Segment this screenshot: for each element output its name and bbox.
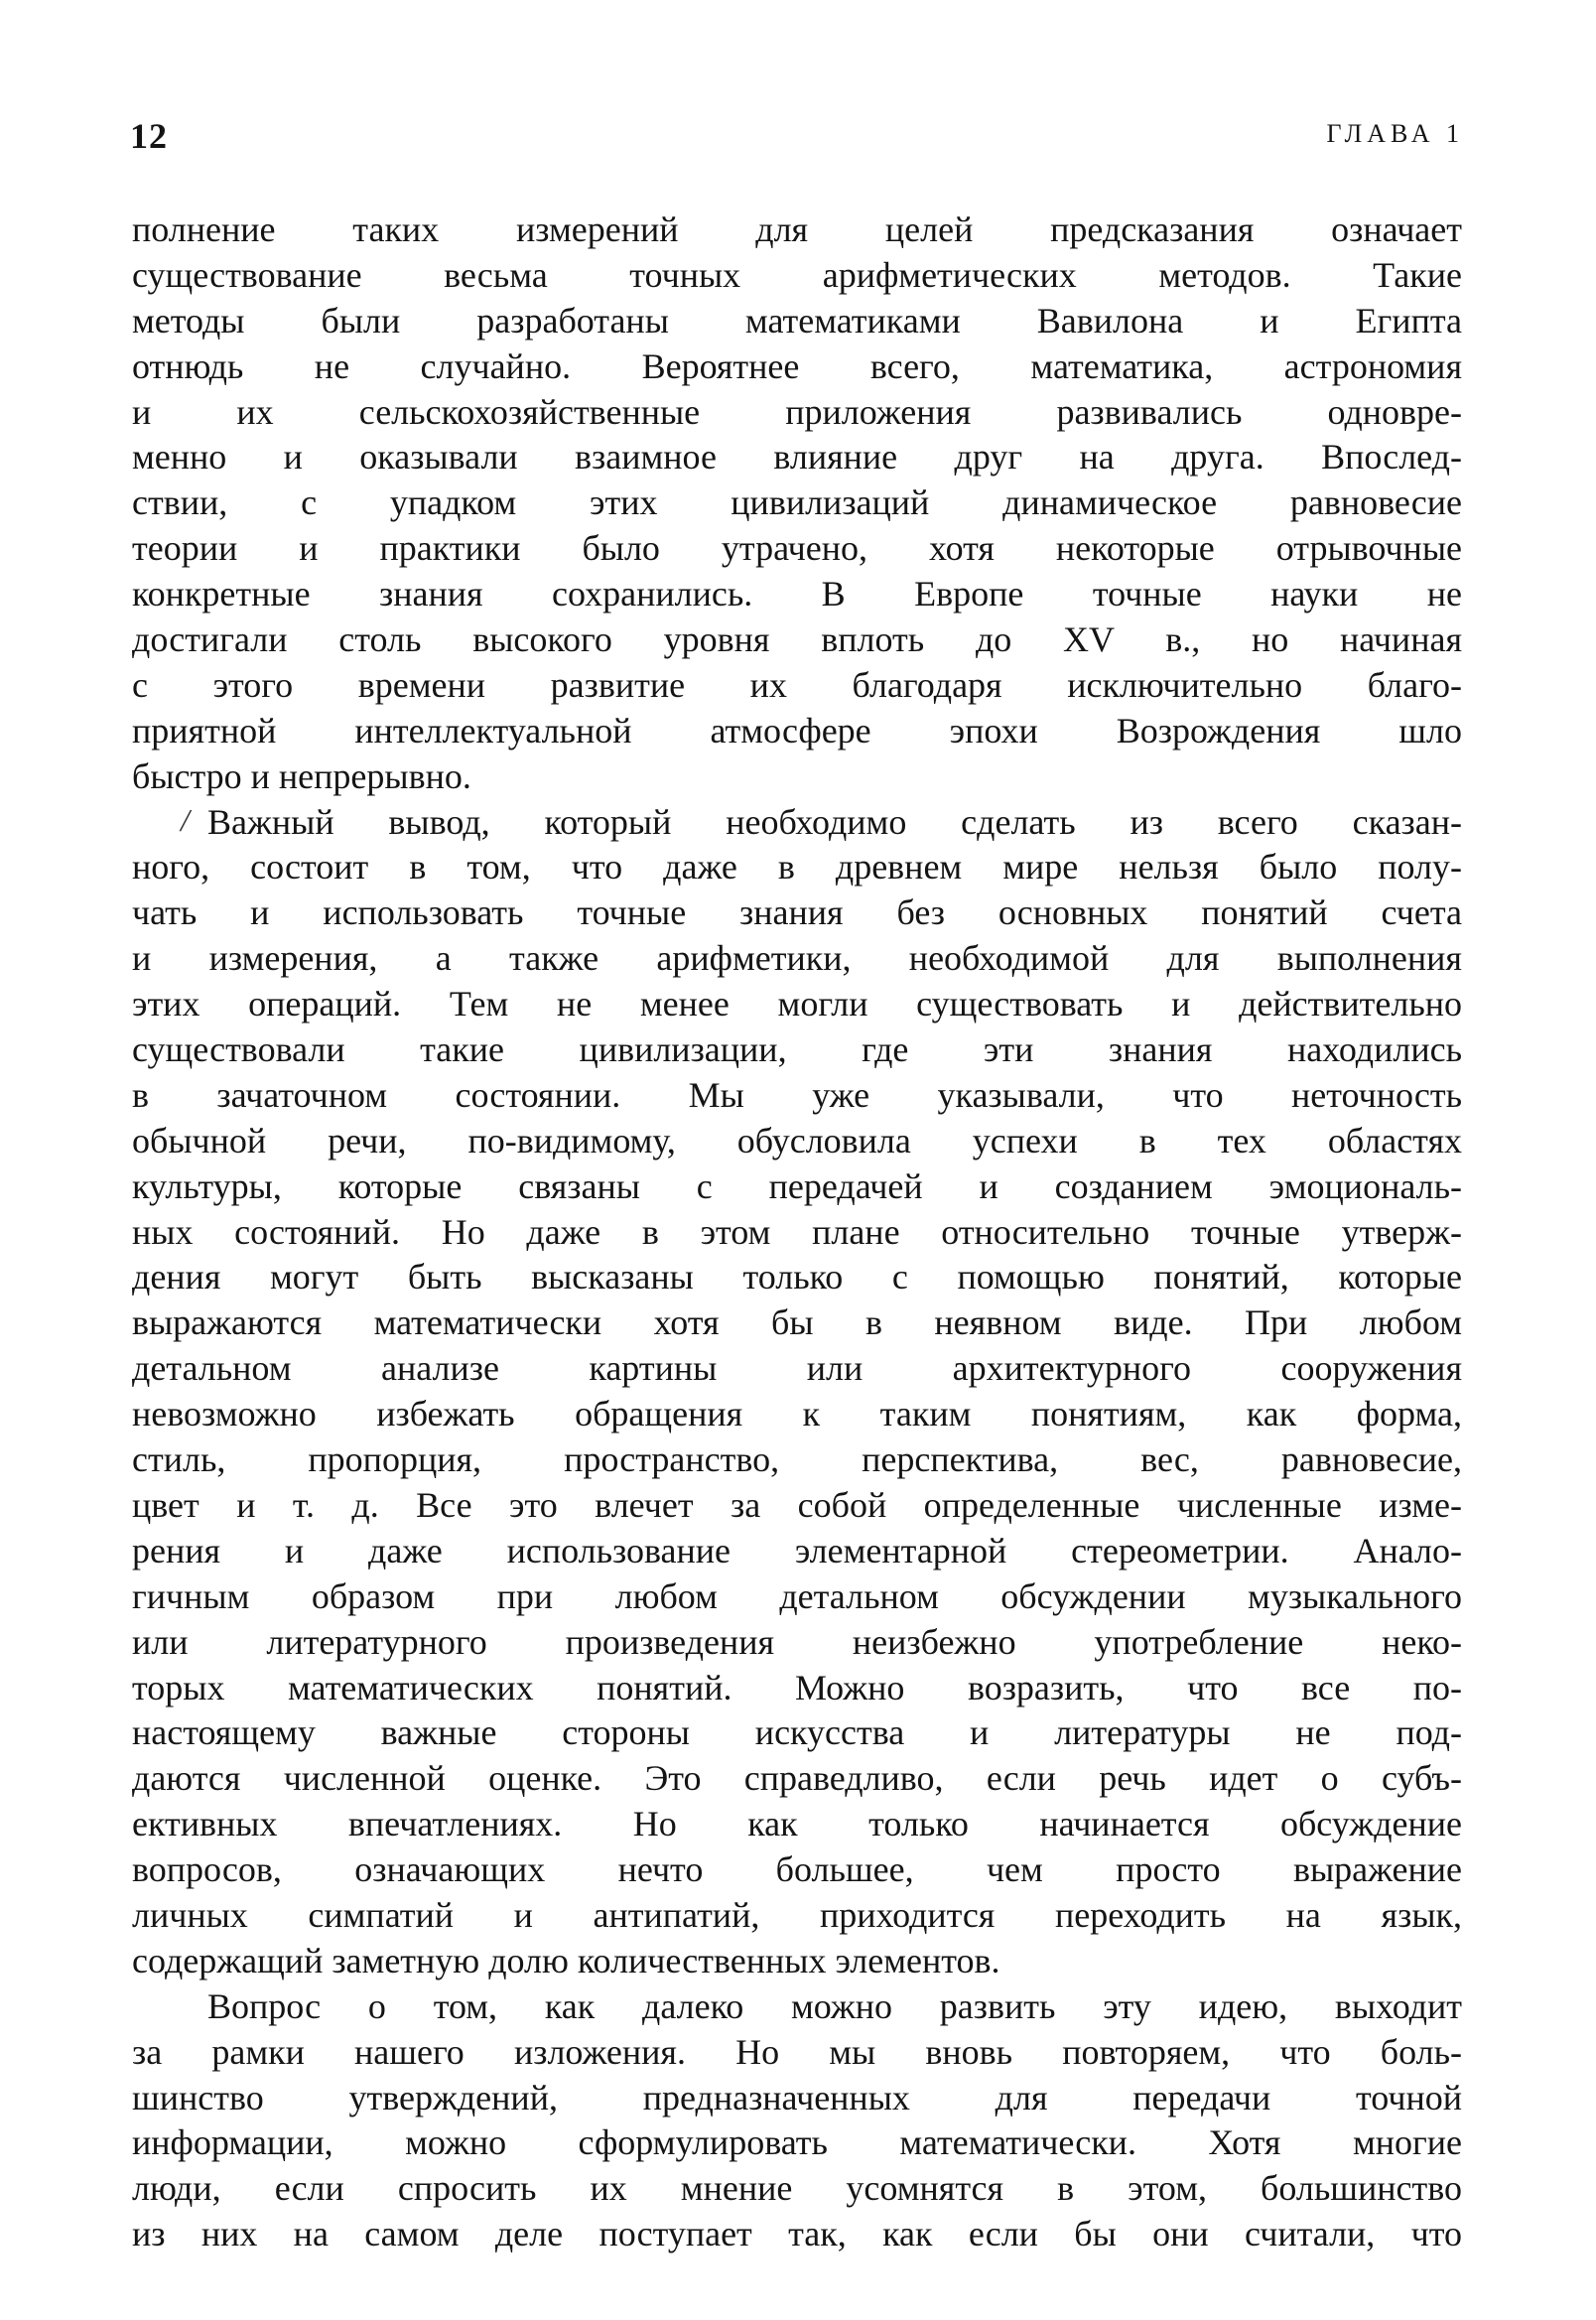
text-line: ективных впечатлениях. Но как только начинается обсуждение: [132, 1804, 1462, 1844]
text-line: вопросов, означающих нечто большее, чем просто выражение: [132, 1849, 1462, 1890]
text-line: настоящему важные стороны искусства и литературы не под-: [132, 1712, 1462, 1753]
text-line: Вопрос о том, как далеко можно развить эту идею, выходит: [207, 1985, 1462, 2026]
text-line: ных состояний. Но даже в этом плане относительно точные утверж-: [132, 1211, 1462, 1252]
text-line: детальном анализе картины или архитектурного сооружения: [132, 1348, 1462, 1389]
text-line: методы были разработаны математиками Вавилона и Египта: [132, 300, 1462, 341]
text-line: содержащий заметную долю количественных элементов.: [132, 1940, 1000, 1980]
text-line: полнение таких измерений для целей предсказания означает: [132, 209, 1462, 249]
text-line: и измерения, а также арифметики, необходимой для выполнения: [132, 938, 1462, 979]
text-line: Важный вывод, который необходимо сделать из всего сказан-: [207, 801, 1462, 842]
text-line: за рамки нашего изложения. Но мы вновь повторяем, что боль-: [132, 2031, 1462, 2072]
margin-pencil-mark: /: [181, 802, 190, 838]
text-line: ного, состоит в том, что даже в древнем мире нельзя было полу-: [132, 847, 1462, 887]
text-line: существовали такие цивилизации, где эти знания находились: [132, 1029, 1462, 1070]
text-line: личных симпатий и антипатий, приходится переходить на язык,: [132, 1894, 1462, 1935]
text-line: достигали столь высокого уровня вплоть до XV в., но начиная: [132, 619, 1462, 660]
text-line: дения могут быть высказаны только с помощью понятий, которые: [132, 1257, 1462, 1297]
text-line: культуры, которые связаны с передачей и созданием эмоциональ-: [132, 1165, 1462, 1206]
text-line: невозможно избежать обращения к таким понятиям, как форма,: [132, 1394, 1462, 1434]
text-line: конкретные знания сохранились. В Европе точные науки не: [132, 574, 1462, 614]
text-line: ствии, с упадком этих цивилизаций динамическое равновесие: [132, 482, 1462, 523]
text-line: отнюдь не случайно. Вероятнее всего, математика, астрономия: [132, 345, 1462, 386]
paragraph: [132, 800, 1462, 1984]
text-line: этих операций. Тем не менее могли существовать и действительно: [132, 984, 1462, 1024]
text-line: торых математических понятий. Можно возразить, что все по-: [132, 1667, 1462, 1707]
text-line: чать и использовать точные знания без основных понятий счета: [132, 892, 1462, 933]
text-line: приятной интеллектуальной атмосфере эпохи Возрождения шло: [132, 710, 1462, 751]
text-line: гичным образом при любом детальном обсуждении музыкального: [132, 1575, 1462, 1616]
text-line: даются численной оценке. Это справедливо, если речь идет о субъ-: [132, 1758, 1462, 1799]
running-head: [130, 115, 1464, 155]
paragraph: [132, 207, 1462, 800]
text-line: информации, можно сформулировать математически. Хотя многие: [132, 2122, 1462, 2163]
text-line: теории и практики было утрачено, хотя некоторые отрывочные: [132, 528, 1462, 569]
text-line: из них на самом деле поступает так, как если бы они считали, что: [132, 2214, 1462, 2254]
text-line: быстро и непрерывно.: [132, 755, 471, 796]
text-line: стиль, пропорция, пространство, перспектива, вес, равновесие,: [132, 1439, 1462, 1480]
chapter-label: ГЛАВА 1: [1326, 119, 1464, 148]
text-line: с этого времени развитие их благодаря исключительно благо-: [132, 664, 1462, 705]
text-line: менно и оказывали взаимное влияние друг на друга. Впослед-: [132, 437, 1462, 478]
text-line: люди, если спросить их мнение усомнятся в этом, большинство: [132, 2168, 1462, 2209]
body-text: [132, 207, 1462, 2257]
page-number: 12: [130, 116, 168, 156]
text-line: выражаются математически хотя бы в неявном виде. При любом: [132, 1302, 1462, 1343]
text-line: цвет и т. д. Все это влечет за собой определенные численные изме-: [132, 1484, 1462, 1525]
text-line: и их сельскохозяйственные приложения развивались одновре-: [132, 391, 1462, 432]
text-line: обычной речи, по-видимому, обусловила успехи в тех областях: [132, 1120, 1462, 1160]
text-line: в зачаточном состоянии. Мы уже указывали, что неточность: [132, 1074, 1462, 1115]
paragraph: [132, 1984, 1462, 2257]
text-line: шинство утверждений, предназначенных для передачи точной: [132, 2077, 1462, 2117]
text-line: существование весьма точных арифметических методов. Такие: [132, 254, 1462, 295]
text-line: рения и даже использование элементарной стереометрии. Анало-: [132, 1530, 1462, 1570]
text-line: или литературного произведения неизбежно употребление неко-: [132, 1621, 1462, 1662]
